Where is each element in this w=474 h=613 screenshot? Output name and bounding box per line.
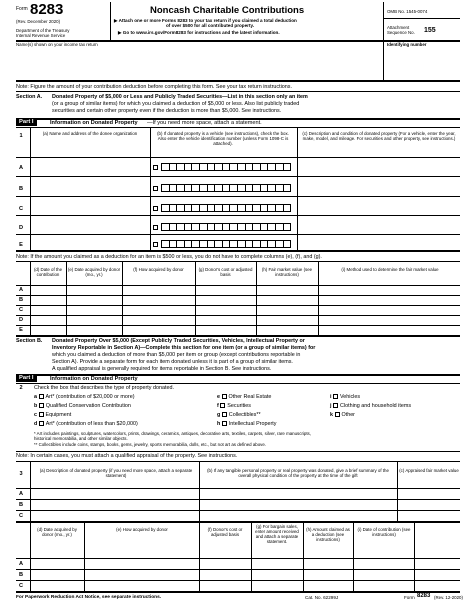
table-row[interactable]: [31, 489, 460, 499]
description-input[interactable]: [298, 197, 460, 215]
row-label: C: [18, 583, 24, 589]
section-b-line-2: Inventory Reportable in Section A)—Complete this section for one item (or a group of similar items) for: [52, 345, 316, 351]
table-row[interactable]: [31, 500, 460, 510]
form-number: 8283: [30, 1, 64, 18]
table-row[interactable]: [31, 581, 460, 591]
checkbox[interactable]: [222, 421, 227, 426]
check-item-d[interactable]: d Art* (contribution of less than $20,000): [34, 421, 138, 427]
row-label: A: [18, 165, 24, 171]
footnote-collectibles: ** Collectibles include coins, stamps, books, gems, jewelry, sports memorabilia, dolls, etc., but not art as defined above.: [34, 442, 266, 447]
checkbox[interactable]: [222, 394, 227, 399]
rule: [16, 127, 460, 128]
checkbox[interactable]: [222, 412, 227, 417]
table-row[interactable]: [31, 559, 460, 569]
vin-input[interactable]: [161, 223, 291, 231]
column-c-header: (c) Appraised fair market value: [399, 468, 459, 473]
column-d-header: (d) Date acquired by donor (mo., yr.): [37, 527, 77, 538]
row-label: B: [18, 186, 24, 192]
names-input[interactable]: [16, 48, 383, 80]
part-i-badge: Part I: [16, 375, 37, 382]
footer-paperwork-notice: For Paperwork Reduction Act Notice, see separate instructions.: [16, 595, 162, 600]
rule: [16, 335, 460, 337]
note-appraisal: Note: In certain cases, you must attach a qualified appraisal of the property. See instructions.: [16, 453, 238, 459]
row-label: B: [18, 572, 24, 578]
column-c-header: (c) Description and condition of donated property (For a vehicle, enter the year, make, model, and mileage. For securities and other property, see instructions.): [302, 131, 456, 142]
table-row[interactable]: [31, 286, 460, 295]
row-label: C: [18, 206, 24, 212]
row-label: A: [18, 561, 24, 567]
vehicle-checkbox[interactable]: [153, 206, 158, 211]
part-i-badge: Part I: [16, 119, 37, 126]
part-i-title: Information on Donated Property: [50, 120, 138, 126]
rule: [16, 451, 460, 452]
footer-form-word: Form: [404, 595, 415, 600]
section-b-line-5: A qualified appraisal is generally required for items reportable in Section B. See instructions.: [52, 366, 272, 372]
rule: [16, 80, 460, 82]
check-item-e[interactable]: e Other Real Estate: [217, 394, 272, 400]
footer-form-number: 8283: [417, 593, 431, 599]
column-b-header: (b) If donated property is a vehicle (see instructions), check the box. Also enter the vehicle identification number (unless Form 1098-C is attached).: [157, 131, 289, 147]
checkbox[interactable]: [333, 394, 338, 399]
sequence-number: 155: [424, 27, 436, 34]
section-a-label: Section A.: [16, 94, 43, 100]
footnote-art: * Art includes paintings, sculptures, watercolors, prints, drawings, ceramics, antiques, decorative arts, textiles, carpets, silver, rare manuscripts,: [34, 431, 311, 436]
vin-input[interactable]: [161, 240, 291, 248]
column-f-header: (f) How acquired by donor: [133, 267, 184, 272]
row-label: E: [19, 242, 23, 248]
vehicle-checkbox[interactable]: [153, 165, 158, 170]
department-line-2: Internal Revenue Service: [16, 33, 66, 38]
column-a-header: (a) Name and address of the donee organization: [42, 131, 138, 136]
checkbox[interactable]: [39, 394, 44, 399]
form-word: Form: [16, 6, 28, 12]
table-row[interactable]: [31, 326, 460, 335]
donee-input[interactable]: [31, 235, 150, 250]
description-input[interactable]: [298, 216, 460, 234]
department-line-1: Department of the Treasury: [16, 28, 70, 33]
line-number: 2: [19, 385, 23, 391]
table-row[interactable]: [31, 316, 460, 325]
row-label: B: [18, 297, 24, 303]
instruction-attach-cont: of over $500 for all contributed property.: [166, 23, 254, 28]
checkbox[interactable]: [220, 403, 225, 408]
vehicle-checkbox[interactable]: [153, 225, 158, 230]
description-input[interactable]: [298, 158, 460, 176]
column-e-header: (e) Date acquired by donor (mo., yr.): [67, 267, 121, 278]
names-label: Name(s) shown on your income tax return: [16, 42, 98, 47]
checkbox[interactable]: [335, 412, 340, 417]
footnote-art-cont: historical memorabilia, and other similar objects.: [34, 436, 128, 441]
row-label: A: [18, 287, 24, 293]
rule: [16, 91, 460, 92]
check-item-k[interactable]: k Other: [330, 412, 355, 418]
table-row[interactable]: [31, 296, 460, 305]
column-g-header: (g) For bargain sales, enter amount received and attach a separate statement.: [255, 524, 299, 545]
row-label: C: [18, 513, 24, 519]
check-item-i[interactable]: i Vehicles: [330, 394, 361, 400]
check-intro: Check the box that describes the type of property donated.: [34, 385, 174, 391]
rule: [16, 591, 460, 593]
section-b-line-4: Section A). Provide a separate form for each item donated unless it is part of a group of similar items.: [52, 359, 293, 365]
divider: [110, 2, 111, 40]
checkbox[interactable]: [39, 421, 44, 426]
rule: [16, 250, 460, 252]
instruction-website: ▶ Go to www.irs.gov/Form8283 for instructions and the latest information.: [118, 30, 280, 35]
check-item-g[interactable]: g Collectibles**: [217, 412, 261, 418]
divider: [383, 18, 460, 19]
note-figure-contribution: Note: Figure the amount of your contribution deduction before completing this form. See your tax return instructions.: [16, 84, 292, 90]
rule: [16, 261, 460, 262]
line-number: 1: [19, 133, 23, 139]
check-item-c[interactable]: c Equipment: [34, 412, 72, 418]
checkbox[interactable]: [39, 412, 44, 417]
donee-input[interactable]: [31, 158, 150, 176]
row-label: A: [18, 491, 24, 497]
column-a-header: (a) Description of donated property (if you need more space, attach a separate statement): [39, 468, 193, 479]
instruction-attach: ▶ Attach one or more Forms 8283 to your tax return if you claimed a total deduction: [114, 18, 297, 23]
identifying-number-label: Identifying number: [387, 42, 427, 47]
part-i-title: Information on Donated Property: [50, 376, 138, 382]
table-row[interactable]: [31, 306, 460, 315]
table-row[interactable]: [31, 570, 460, 580]
checkbox[interactable]: [39, 403, 44, 408]
row-label: B: [18, 502, 24, 508]
donee-input[interactable]: [31, 177, 150, 195]
description-input[interactable]: [298, 177, 460, 195]
attachment-label: Attachment: [387, 25, 410, 30]
column-f-header: (f) Donor's cost or adjusted basis: [207, 527, 243, 538]
vin-input[interactable]: [161, 184, 291, 192]
vehicle-checkbox[interactable]: [153, 186, 158, 191]
omb-number: OMB No. 1545-0074: [387, 9, 428, 14]
section-a-line-1: Donated Property of $5,000 or Less and Publicly Traded Securities—List in this section only an item: [52, 94, 308, 100]
divider: [383, 2, 384, 40]
section-b-line-3: which you claimed a deduction of more than $5,000 per item or group (except contributions reportable in: [52, 352, 301, 358]
check-item-a[interactable]: a Art* (contribution of $20,000 or more): [34, 394, 135, 400]
row-label: D: [18, 317, 24, 323]
section-b-line-1: Donated Property Over $5,000 (Except Publicly Traded Securities, Vehicles, Intellectual Property or: [52, 338, 305, 344]
description-input[interactable]: [298, 235, 460, 250]
checkbox[interactable]: [333, 403, 338, 408]
vehicle-checkbox[interactable]: [153, 242, 158, 247]
footer-catalog-number: Cat. No. 62299J: [305, 595, 339, 600]
revision-date: (Rev. December 2020): [16, 19, 61, 24]
check-item-b[interactable]: b Qualified Conservation Contribution: [34, 403, 131, 409]
column-h-header: (h) Fair market value (see instructions): [261, 267, 313, 278]
note-columns-efg: Note: If the amount you claimed as a deduction for an item is $500 or less, you do not have to complete columns (e), (f), and (g).: [16, 254, 322, 260]
sequence-label: Sequence No.: [387, 30, 415, 35]
check-item-j[interactable]: j Clothing and household items: [330, 403, 412, 409]
column-i-header: (i) Date of contribution (see instructions): [357, 527, 411, 538]
check-item-f[interactable]: f Securities: [217, 403, 251, 409]
column-d-header: (d) Date of the contribution: [33, 267, 63, 278]
column-e-header: (e) How acquired by donor: [116, 527, 168, 532]
section-b-label: Section B.: [16, 338, 43, 344]
rule: [16, 461, 460, 462]
donee-input[interactable]: [31, 216, 150, 234]
donee-input[interactable]: [31, 197, 150, 215]
rule: [16, 521, 460, 523]
column-g-header: (g) Donor's cost or adjusted basis: [198, 267, 253, 278]
row-label: D: [18, 225, 24, 231]
column-i-header: (i) Method used to determine the fair market value: [341, 267, 439, 272]
column-h-header: (h) Amount claimed as a deduction (see instructions): [306, 527, 350, 543]
rule: [16, 383, 460, 384]
line-number: 3: [19, 471, 23, 477]
table-row[interactable]: [31, 511, 460, 521]
check-item-h[interactable]: h Intellectual Property: [217, 421, 277, 427]
divider: [150, 127, 151, 250]
section-a-line-2: (or a group of similar items) for which you claimed a deduction of $5,000 or less. Also list publicly traded: [52, 101, 300, 107]
identifying-number-input[interactable]: [384, 48, 460, 80]
vin-input[interactable]: [161, 163, 291, 171]
vin-input[interactable]: [161, 204, 291, 212]
section-a-line-3: securities and certain other property even if the deduction is more than $5,000. See instructions.: [52, 108, 282, 114]
column-b-header: (b) If any tangible personal property or real property was donated, give a brief summary of the overall physical condition of the property at the time of the gift: [207, 468, 389, 479]
row-label: E: [19, 327, 23, 333]
part-i-subtitle: —If you need more space, attach a statement.: [147, 120, 262, 126]
row-label: C: [18, 307, 24, 313]
footer-revision: (Rev. 12-2020): [434, 595, 463, 600]
form-title: Noncash Charitable Contributions: [150, 5, 305, 16]
